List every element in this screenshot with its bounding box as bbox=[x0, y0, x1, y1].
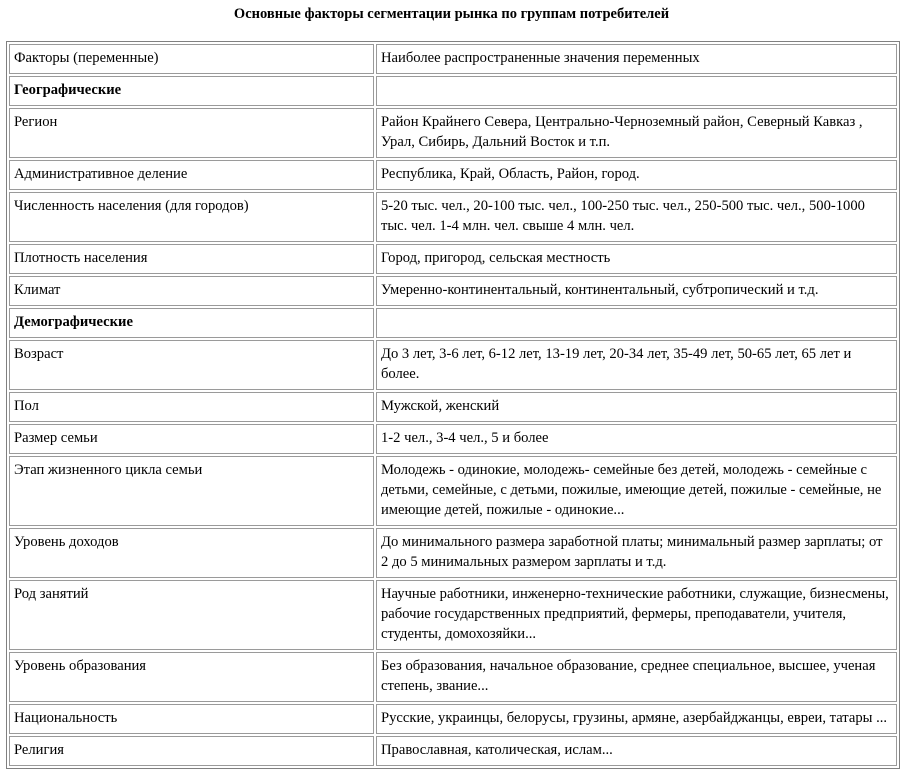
value-cell bbox=[376, 308, 897, 338]
table-row bbox=[9, 340, 897, 390]
factor-cell: Национальность bbox=[9, 704, 374, 734]
value-cell: Молодежь - одинокие, молодежь- семейные без детей, молодежь - семейные с детьми, семейные, с детьми, пожилые, имеющие детей, пожилые - семейные, не имеющие детей, пожилые - одинокие... bbox=[376, 456, 897, 526]
segmentation-table bbox=[6, 41, 900, 769]
factor-cell: Возраст bbox=[9, 340, 374, 390]
value-cell: 1-2 чел., 3-4 чел., 5 и более bbox=[376, 424, 897, 454]
factor-cell: Религия bbox=[9, 736, 374, 766]
table-header-row bbox=[9, 44, 897, 74]
factor-cell: Административное деление bbox=[9, 160, 374, 190]
section-heading-row bbox=[9, 308, 897, 338]
factor-cell: Численность населения (для городов) bbox=[9, 192, 374, 242]
table-row bbox=[9, 244, 897, 274]
section-heading-cell: Демографические bbox=[9, 308, 374, 338]
value-cell: Русские, украинцы, белорусы, грузины, армяне, азербайджанцы, евреи, татары ... bbox=[376, 704, 897, 734]
header-cell-factors: Факторы (переменные) bbox=[9, 44, 374, 74]
table-row bbox=[9, 580, 897, 650]
factor-cell: Плотность населения bbox=[9, 244, 374, 274]
table-row bbox=[9, 736, 897, 766]
factor-cell: Регион bbox=[9, 108, 374, 158]
factor-cell: Климат bbox=[9, 276, 374, 306]
value-cell: Республика, Край, Область, Район, город. bbox=[376, 160, 897, 190]
section-heading-cell: Географические bbox=[9, 76, 374, 106]
value-cell: До минимального размера заработной платы; минимальный размер зарплаты; от 2 до 5 минимальных размером зарплаты и т.д. bbox=[376, 528, 897, 578]
factor-cell: Пол bbox=[9, 392, 374, 422]
table-row bbox=[9, 108, 897, 158]
table-row bbox=[9, 456, 897, 526]
table-row bbox=[9, 528, 897, 578]
table-body bbox=[9, 44, 897, 766]
value-cell: Умеренно-континентальный, континентальный, субтропический и т.д. bbox=[376, 276, 897, 306]
value-cell: Без образования, начальное образование, среднее специальное, высшее, ученая степень, звание... bbox=[376, 652, 897, 702]
factor-cell: Размер семьи bbox=[9, 424, 374, 454]
value-cell: До 3 лет, 3-6 лет, 6-12 лет, 13-19 лет, 20-34 лет, 35-49 лет, 50-65 лет, 65 лет и более. bbox=[376, 340, 897, 390]
value-cell: Православная, католическая, ислам... bbox=[376, 736, 897, 766]
factor-cell: Род занятий bbox=[9, 580, 374, 650]
document-title: Основные факторы сегментации рынка по группам потребителей bbox=[233, 6, 670, 22]
value-cell bbox=[376, 76, 897, 106]
value-cell: Мужской, женский bbox=[376, 392, 897, 422]
value-cell: Район Крайнего Севера, Центрально-Черноземный район, Северный Кавказ , Урал, Сибирь, Дальний Восток и т.п. bbox=[376, 108, 897, 158]
table-row bbox=[9, 704, 897, 734]
value-cell: Научные работники, инженерно-технические работники, служащие, бизнесмены, рабочие государственных предприятий, фермеры, преподаватели, учителя, студенты, домохозяйки... bbox=[376, 580, 897, 650]
table-row bbox=[9, 276, 897, 306]
table-row bbox=[9, 192, 897, 242]
header-cell-values: Наиболее распространенные значения переменных bbox=[376, 44, 897, 74]
factor-cell: Уровень доходов bbox=[9, 528, 374, 578]
value-cell: 5-20 тыс. чел., 20-100 тыс. чел., 100-250 тыс. чел., 250-500 тыс. чел., 500-1000 тыс. чел. 1-4 млн. чел. свыше 4 млн. чел. bbox=[376, 192, 897, 242]
table-row bbox=[9, 160, 897, 190]
section-heading-row bbox=[9, 76, 897, 106]
table-row bbox=[9, 424, 897, 454]
factor-cell: Этап жизненного цикла семьи bbox=[9, 456, 374, 526]
table-row bbox=[9, 392, 897, 422]
value-cell: Город, пригород, сельская местность bbox=[376, 244, 897, 274]
factor-cell: Уровень образования bbox=[9, 652, 374, 702]
table-row bbox=[9, 652, 897, 702]
